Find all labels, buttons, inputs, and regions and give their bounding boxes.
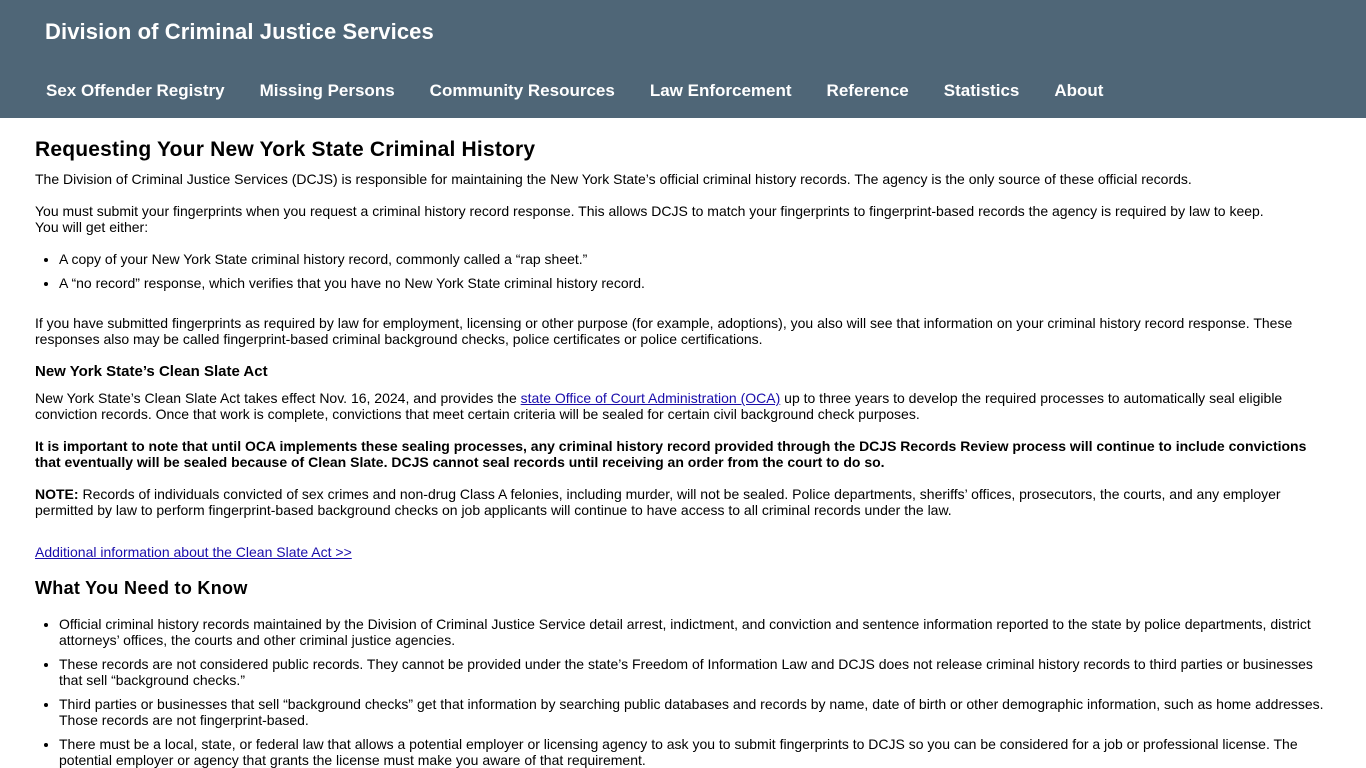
- main-nav: [46, 81, 1138, 101]
- nav-community-resources[interactable]: Community Resources: [429, 81, 615, 100]
- clean-slate-heading: New York State’s Clean Slate Act: [35, 363, 268, 380]
- note-paragraph: [35, 486, 1331, 518]
- oca-link[interactable]: state Office of Court Administration (OCA): [520, 390, 781, 406]
- main-content: [0, 118, 1366, 768]
- site-title[interactable]: Division of Criminal Justice Services: [45, 19, 434, 44]
- submitted-paragraph: If you have submitted fingerprints as required by law for employment, licensing or other purpose (for example, adoptions), you also will see that information on your criminal history record response. These responses also may be called fingerprint-based criminal background checks, police certificates or police certifications.: [35, 315, 1293, 347]
- nav-about[interactable]: About: [1054, 81, 1104, 100]
- nav-law-enforcement[interactable]: Law Enforcement: [649, 81, 792, 100]
- clean-slate-info-link[interactable]: Additional information about the Clean Slate Act >>: [35, 544, 352, 560]
- need-to-know-heading: What You Need to Know: [35, 578, 248, 598]
- list-item: • These records are not considered public records. They cannot be provided under the state’s Freedom of Information Law and DCJS does not release criminal history records to third parties or businesses that sell “background checks.”: [59, 656, 1331, 688]
- note-label: NOTE:: [35, 486, 79, 502]
- nav-missing-persons[interactable]: Missing Persons: [259, 81, 395, 100]
- site-header: [0, 0, 1366, 118]
- fingerprints-text-1: You must submit your fingerprints when you request a criminal history record response. This allows DCJS to match your fingerprints to fingerprint-based records the agency is required by law to keep.: [35, 203, 1264, 219]
- clean-slate-text-before: New York State’s Clean Slate Act takes effect Nov. 16, 2024, and provides the: [35, 390, 521, 406]
- list-item: • Official criminal history records maintained by the Division of Criminal Justice Service detail arrest, indictment, and conviction and sentence information reported to the state by police departments, district attorneys’ offices, the courts and other criminal justice agencies.: [59, 616, 1331, 648]
- important-notice: It is important to note that until OCA implements these sealing processes, any criminal history record provided through the DCJS Records Review process will continue to include convictions that eventually will be sealed because of Clean Slate. DCJS cannot seal records until receiving an order from the court to do so.: [35, 438, 1307, 470]
- nav-statistics[interactable]: Statistics: [943, 81, 1020, 100]
- need-to-know-list: [35, 616, 1331, 768]
- clean-slate-paragraph: [35, 390, 1331, 422]
- nav-reference[interactable]: Reference: [826, 81, 909, 100]
- page-title: Requesting Your New York State Criminal History: [35, 138, 536, 161]
- clean-slate-more-paragraph: [35, 544, 1331, 560]
- list-item: • Third parties or businesses that sell “background checks” get that information by searching public databases and records by name, date of birth or other demographic information, such as home addresses. Those records are not fingerprint-based.: [59, 696, 1331, 728]
- note-text: Records of individuals convicted of sex crimes and non-drug Class A felonies, including murder, will not be sealed. Police departments, sheriffs’ offices, prosecutors, the courts, and any employer permitted by law to perform fingerprint-based background checks on job applicants will continue to have access to all criminal records under the law.: [35, 486, 1281, 518]
- clean-slate-text-after: up to three years to develop the required processes to automatically seal eligible conviction records. Once that work is complete, convictions that meet certain criteria will be sealed for certain civil background check purposes.: [35, 390, 1283, 422]
- nav-sex-offender-registry[interactable]: Sex Offender Registry: [46, 81, 225, 100]
- list-item: • There must be a local, state, or federal law that allows a potential employer or licensing agency to ask you to submit fingerprints to DCJS so you can be considered for a job or professional license. The potential employer or agency that grants the license must make you aware of that requirement.: [59, 736, 1331, 768]
- intro-paragraph: The Division of Criminal Justice Services (DCJS) is responsible for maintaining the New York State’s official criminal history records. The agency is the only source of these official records.: [35, 171, 1192, 187]
- record-options-list: [35, 251, 1331, 291]
- fingerprints-text-2: You will get either:: [35, 219, 149, 235]
- fingerprints-paragraph: [35, 203, 1331, 235]
- list-item: • A “no record” response, which verifies that you have no New York State criminal history record.: [59, 275, 1331, 291]
- list-item: • A copy of your New York State criminal history record, commonly called a “rap sheet.”: [59, 251, 1331, 267]
